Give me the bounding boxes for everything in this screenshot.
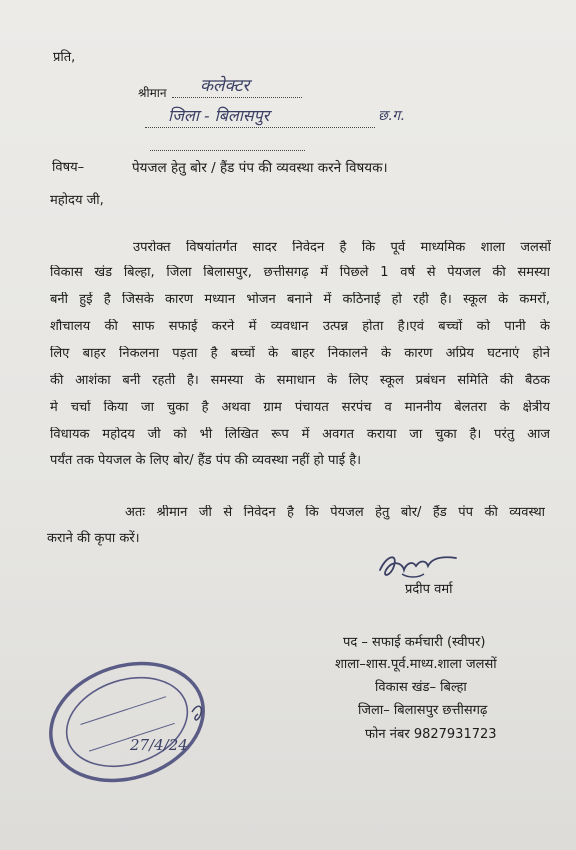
body-line: विधायक महोदय जी को भी लिखित रूप में अवगत कराया जा चुका है। परंतु आज bbox=[50, 427, 550, 442]
stamp-date: 27/4/24 bbox=[130, 736, 188, 754]
salutation: महोदय जी, bbox=[50, 193, 104, 208]
body-line: पर्यंत तक पेयजल के लिए बोर/ हैंड पंप की व्यवस्था नहीं हो पाई है। bbox=[50, 453, 362, 468]
addressee-state: छ.ग. bbox=[378, 108, 405, 124]
sender-name: प्रदीप वर्मा bbox=[405, 582, 453, 597]
signature-mark bbox=[372, 548, 464, 584]
shriman-label: श्रीमान bbox=[138, 86, 167, 100]
address-dotted-line-2 bbox=[145, 127, 375, 128]
body-line: की आशंका बनी रहती है। समस्या के समाधान के लिए स्कूल प्रबंधन समिति की बैठक bbox=[50, 373, 550, 388]
addressee-line2: जिला - बिलासपुर bbox=[168, 106, 270, 125]
sender-phone: फोन नंबर 9827931723 bbox=[365, 727, 497, 742]
sender-block: विकास खंड– बिल्हा bbox=[375, 680, 467, 695]
address-dotted-line-1 bbox=[172, 97, 302, 98]
subject-text: पेयजल हेतु बोर / हैंड पंप की व्यवस्था करने विषयक। bbox=[132, 160, 388, 176]
sender-school: शाला–शास.पूर्व.माध्य.शाला जलसों bbox=[335, 657, 497, 672]
body-line: लिए बाहर निकलना पड़ता है बच्चों के बाहर निकालने के कारण अप्रिय घटनाएं होने bbox=[50, 346, 550, 361]
office-received-stamp bbox=[42, 652, 212, 792]
request-line: कराने की कृपा करें। bbox=[47, 531, 140, 546]
subject-label: विषय– bbox=[52, 160, 85, 175]
body-line: शौचालय की साफ सफाई करने में व्यवधान उत्पन्न होता है।एवं बच्चों को पानी के bbox=[50, 319, 550, 334]
request-line: अतः श्रीमान जी से निवेदन है कि पेयजल हेतु बोर/ हैंड पंप की व्यवस्था bbox=[125, 505, 545, 520]
body-line: विकास खंड बिल्हा, जिला बिलासपुर, छत्तीसगढ़ में पिछले 1 वर्ष से पेयजल की समस्या bbox=[50, 265, 550, 280]
addressee-line1: कलेक्टर bbox=[200, 76, 250, 96]
sender-district: जिला– बिलासपुर छत्तीसगढ़ bbox=[358, 703, 488, 718]
body-line: उपरोक्त विषयांतर्गत सादर निवेदन है कि पूर्व माध्यमिक शाला जलसों bbox=[133, 240, 551, 255]
body-line: बनी हुई है जिसके कारण मध्यान भोजन बनाने में कठिनाई हो रही है। स्कूल के कमरों, bbox=[50, 292, 550, 307]
address-dotted-line-3 bbox=[150, 150, 305, 151]
recipient-prefix: प्रति, bbox=[53, 50, 76, 65]
sender-designation: पद – सफाई कर्मचारी (स्वीपर) bbox=[343, 635, 486, 650]
body-line: मे चर्चा किया जा चुका है अथवा ग्राम पंचायत सरपंच व माननीय बेलतरा के क्षेत्रीय bbox=[50, 400, 550, 415]
